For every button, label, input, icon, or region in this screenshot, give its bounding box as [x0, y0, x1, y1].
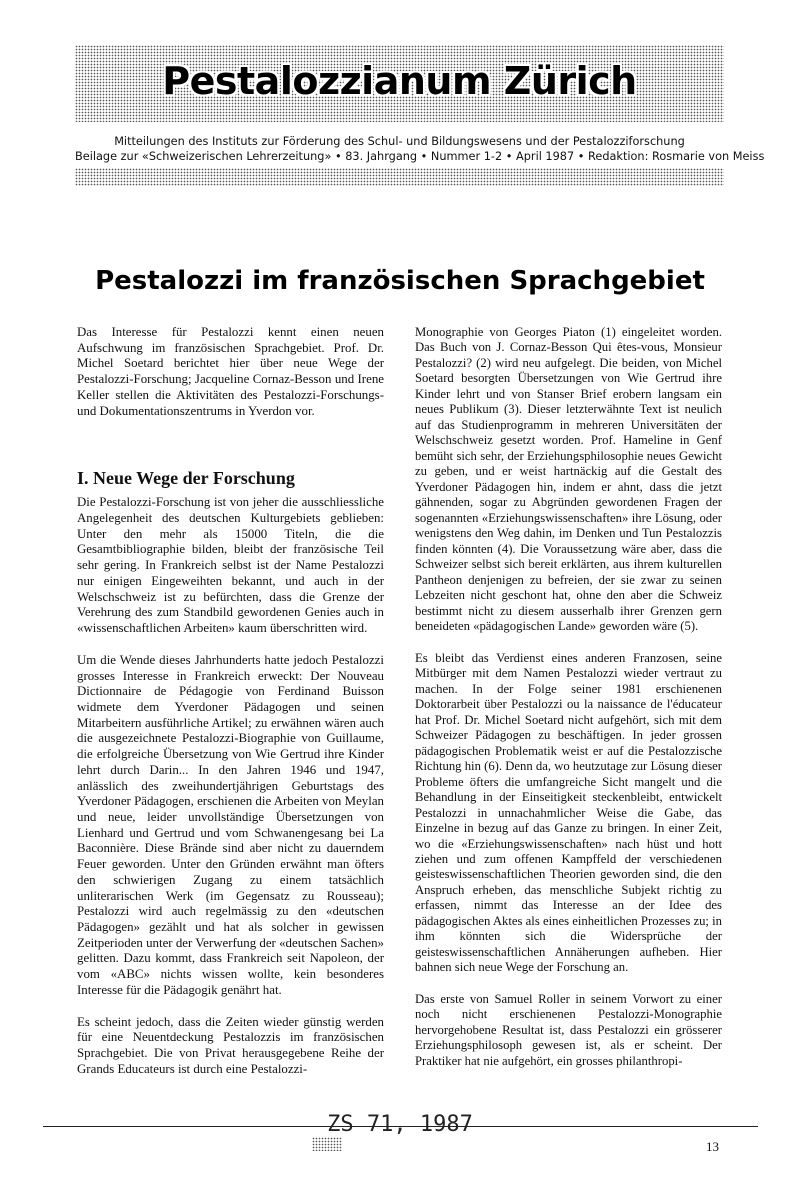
body-paragraph: Um die Wende dieses Jahrhunderts hatte jedoch Pestalozzi grosses Interesse in Frankreich erweckt: Der Nouveau Dictionnaire de Pédagogie von Ferdinand Buisson widmete dem Yverdoner Pädagogen und seinen Mitarbeitern ausführliche Artikel; zu erwähnen wären auch die ausgezeichnete Pestalozzi-Biographie von Guillaume, die erfolgreiche Übersetzung von Wie Gertrud ihre Kinder lehrt durch Darin... In den Jahren 1946 und 1947, anlässlich des zweihundertjährigen Geburtstags des Yverdoner Pädagogen, erschienen die Arbeiten von Meylan und neue, leider unvollständige Übersetzungen von Lienhard und Gertrud und vom Schwanengesang bei La Baconnière. Diese Brände sind aber nicht zu dauerndem Feuer geworden. Unter den Gründen erwähnt man öfters den schwierigen Zugang zu einem tatsächlich unliterarischen Werk (im Gegensatz zu Rousseau); Pestalozzi wird auch regelmässig zu den «deutschen Pädagogen» gezählt und hat als solcher in gewissen Zeitperioden unter der Verwerfung der «deutschen Sachen» gelitten. Dazu kommt, dass Frankreich seit Napoleon, der vom «ABC» nichts wissen wollte, kein besonderes Interesse für die Pädagogik genährt hat. [77, 652, 384, 997]
intro-paragraph: Das Interesse für Pestalozzi kennt einen neuen Aufschwung im französischen Sprachgebiet. Prof. Dr. Michel Soetard berichtet hier über neue Wege der Pestalozzi-Forschung; Jacqueline Cornaz-Besson und Irene Keller stellen die Aktivitäten des Pestalozzi-Forschungs- und Dokumentationszentrums in Yverdon vor. [77, 325, 384, 418]
body-paragraph: Die Pestalozzi-Forschung ist von jeher die ausschliessliche Angelegenheit des deutschen Kulturgebiets geblieben: Unter den mehr als 15000 Titeln, die die Gesamtbibliographie bilden, bleibt der französische Teil sehr gering. In Frankreich selbst ist der Name Pestalozzi nur einigen Eingeweihten bekannt, und auch in der Welschschweiz ist zu befürchten, dass die Grenze der Verehrung des zum Standbild gewordenen Genies auch in «wissenschaftlichen Arbeiten» kaum überschritten wird. [77, 495, 384, 636]
masthead-subtitle: Mitteilungen des Instituts zur Förderung des Schul- und Bildungswesens und der Pestalozziforschung [114, 135, 685, 148]
masthead-divider [75, 168, 724, 186]
body-paragraph: Das erste von Samuel Roller in seinem Vorwort zu einer noch nicht erschienenen Pestalozzi-Monographie hervorgehobene Resultat ist, dass Pestalozzi ein grösserer Erziehungsphilosoph gewesen ist, als er scheint. Der Praktiker hat nie aufgehört, ein grosses philanthropi- [415, 991, 722, 1068]
right-column [415, 325, 722, 1085]
masthead-title: Pestalozzianum Zürich [162, 59, 637, 103]
left-column [77, 325, 384, 1093]
masthead-banner [75, 45, 724, 122]
library-stamp [312, 1137, 342, 1151]
article-title: Pestalozzi im französischen Sprachgebiet [95, 266, 705, 296]
body-paragraph: Es scheint jedoch, dass die Zeiten wieder günstig werden für eine Neuentdeckung Pestalozzis im französischen Sprachgebiet. Die von Privat herausgegebene Reihe der Grands Educateurs ist durch eine Pestalozzi- [77, 1014, 384, 1076]
page-number: 13 [706, 1139, 719, 1154]
body-paragraph: Monographie von Georges Piaton (1) eingeleitet worden. Das Buch von J. Cornaz-Besson Qui êtes-vous, Monsieur Pestalozzi? (2) wird neu aufgelegt. Die beiden, von Michel Soetard besorgten Übersetzungen von Wie Gertrud ihre Kinder lehrt und von Stanser Brief erobern langsam ein neues Publikum (3). Dieser letzterwähnte Text ist neulich auf das Studienprogramm in mehreren Universitäten der Welschschweiz gesetzt worden. Prof. Hameline in Genf bemüht sich sehr, der Erziehungsphilosophie neues Gewicht zu geben, und er weist hartnäckig auf die Gestalt des Yverdoner Pädagogen hin, indem er ahnt, dass die jetzt gähnenden, sogar zu Abgründen gewordenen Fragen der sogenannten «Erziehungswissenschaften» ihre Lösung, oder wenigstens den Weg dahin, im Denken und Tun Pestalozzis finden könnten (4). Die Voraussetzung wäre aber, dass die Schweizer selbst sich bereit erklärten, aus ihrem kulturellen Pantheon denjenigen zu befreien, der sie zwar zu seinen Lebzeiten nicht geschont hat, ohne den aber die Schweiz bestimmt nicht zu diesem ausserhalb ihrer Grenzen gern beneideten «pädagogischen Lande» geworden wäre (5). [415, 325, 722, 634]
handwritten-signature: ZS 71, 1987 [327, 1112, 473, 1137]
masthead-publication-info: Beilage zur «Schweizerischen Lehrerzeitung» • 83. Jahrgang • Nummer 1-2 • April 1987 • Redaktion: Rosmarie von Meiss [75, 150, 765, 163]
body-paragraph: Es bleibt das Verdienst eines anderen Franzosen, seine Mitbürger mit dem Namen Pestalozzi wieder vertraut zu machen. In der Folge seiner 1981 erschienenen Doktorarbeit über Pestalozzi ou la naissance de l'éducateur hat Prof. Dr. Michel Soetard nicht aufgehört, sich mit dem Schweizer Pädagogen zu beschäftigen. In jeder grossen pädagogischen Problematik weist er auf die Pestalozzische Richtung hin (6). Denn da, wo heutzutage zur Lösung dieser Probleme öfters die umfangreiche Sicht mangelt und die Behandlung in der Einseitigkeit steckenbleibt, entwickelt Pestalozzi in unnachahmlicher Weise die Gabe, das Einzelne in bezug auf das Ganze zu bringen. In einer Zeit, wo die «Erziehungswissenschaften» nach hüst und hott ziehen und zum offenen Kampffeld der verschiedenen geisteswissenschaftlichen Theorien geworden sind, die den Anspruch erheben, das menschliche Subjekt richtig zu erfassen, nimmt das Interesse an der Idee des pädagogischen Aktes als eines einheitlichen Prozesses zu; in ihm könnten sich die Widersprüche der geisteswissenschaftlichen Annäherungen aufheben. Hier bahnen sich neue Wege der Forschung an. [415, 650, 722, 975]
section-heading: I. Neue Wege der Forschung [77, 468, 295, 489]
